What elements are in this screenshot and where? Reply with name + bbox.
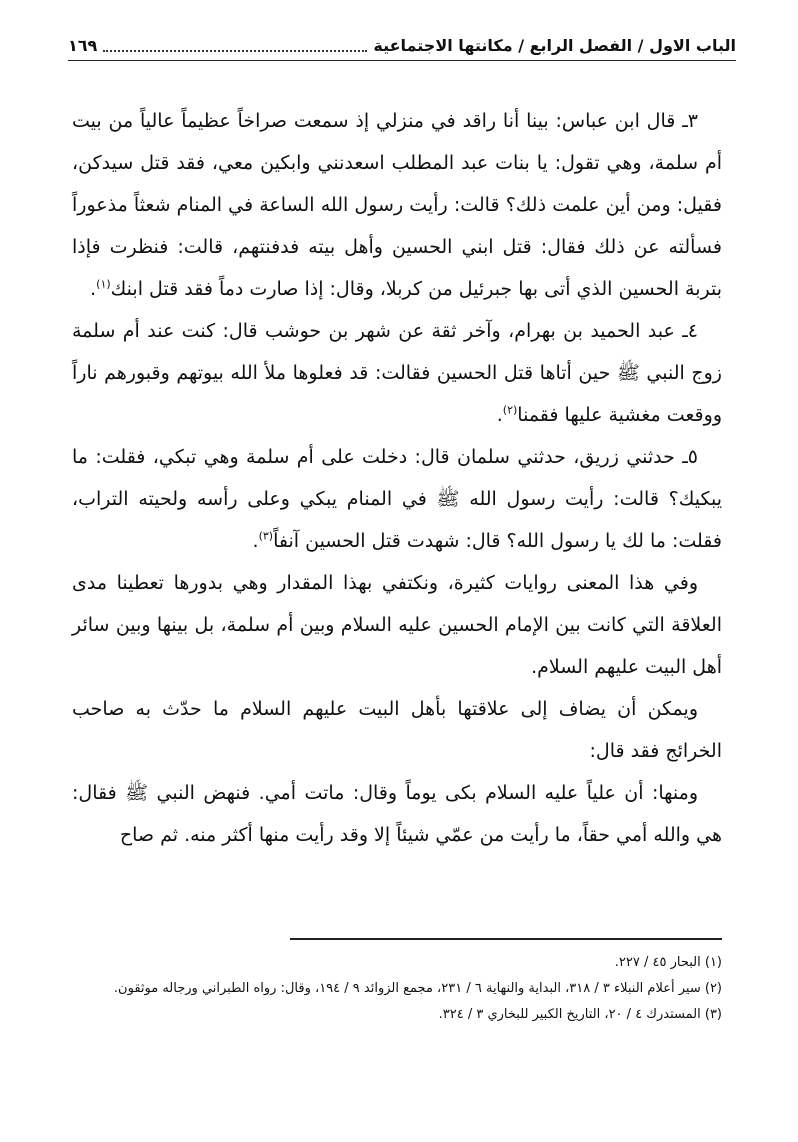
paragraph-kharaij: ويمكن أن يضاف إلى علاقتها بأهل البيت عليهم السلام ما حدّث به صاحب الخرائج فقد قال: [72, 698, 722, 762]
paragraph-4: ٤ـ عبد الحميد بن بهرام، وآخر ثقة عن شهر بن حوشب قال: كنت عند أم سلمة زوج النبي ﷺ حين أتاها قتل الحسين فقالت: قد فعلوها ملأ الله بيوتهم وقبورهم ناراً ووقعت مغشية عليها فقمنا$^{(٢)}$. [72, 320, 722, 426]
paragraph-5: ٥ـ حدثني زريق، حدثني سلمان قال: دخلت على أم سلمة وهي تبكي، فقلت: ما يبكيك؟ قالت: رأيت رسول الله ﷺ في المنام يبكي وعلى رأسه ولحيته التراب، فقلت: ما لك يا رسول الله؟ قال: شهدت قتل الحسين آنفاً$^{(٣)}$. [72, 446, 722, 552]
footnote-3: (٣) المستدرك ٤ / ٢٠، التاريخ الكبير للبخاري ٣ / ٣٢٤. [438, 1007, 722, 1022]
paragraph-commentary: وفي هذا المعنى روايات كثيرة، ونكتفي بهذا المقدار وهي بدورها تعطينا مدى العلاقة التي كانت بين الإمام الحسين عليه السلام وبين أم سلمة، بل بينها وبين سائر أهل البيت عليهم السلام. [72, 572, 722, 678]
page-number: ١٦٩ [68, 35, 98, 55]
running-header [68, 30, 736, 61]
footnote-ref: (٢) [502, 403, 518, 417]
main-text [72, 100, 722, 856]
footnote-divider [290, 938, 722, 940]
footnote-2: (٢) سير أعلام النبلاء ٣ / ٣١٨، البداية والنهاية ٦ / ٢٣١، مجمع الزوائد ٩ / ١٩٤، وقال: رواه الطبراني ورجاله موثقون. [113, 981, 722, 996]
paragraph-3: ٣ـ قال ابن عباس: بينا أنا راقد في منزلي إذ سمعت صراخاً عظيماً عالياً من بيت أم سلمة، وهي تقول: يا بنات عبد المطلب اسعدنني وابكين معي، فقد قتل سيدكن، فقيل: ومن أين علمت ذلك؟ قالت: رأيت رسول الله الساعة في المنام شعثاً مذعوراً فسألته عن ذلك فقال: قتل ابني الحسين وأهل بيته فدفنتهم، قالت: فنظرت فإذا بتربة الحسين الذي أتى بها جبرئيل من كربلا، وقال: إذا صارت دماً فقد قتل ابنك$^{(١)}$. [72, 110, 722, 300]
footnotes [74, 950, 722, 1028]
footnote-ref: (٣) [258, 529, 274, 543]
chapter-title: الباب الاول / الفصل الرابع / مكانتها الاجتماعية [373, 35, 736, 55]
leader-dots [103, 38, 367, 52]
footnote-ref: (١) [96, 277, 111, 291]
footnote-1: (١) البحار ٤٥ / ٢٢٧. [614, 955, 722, 970]
paragraph-ali: ومنها: أن علياً عليه السلام بكى يوماً وقال: ماتت أمي. فنهض النبي ﷺ فقال: هي والله أمي حقاً، ما رأيت من عمّي شيئاً إلا وقد رأيت منها أكثر منه. ثم صاح [72, 782, 722, 846]
